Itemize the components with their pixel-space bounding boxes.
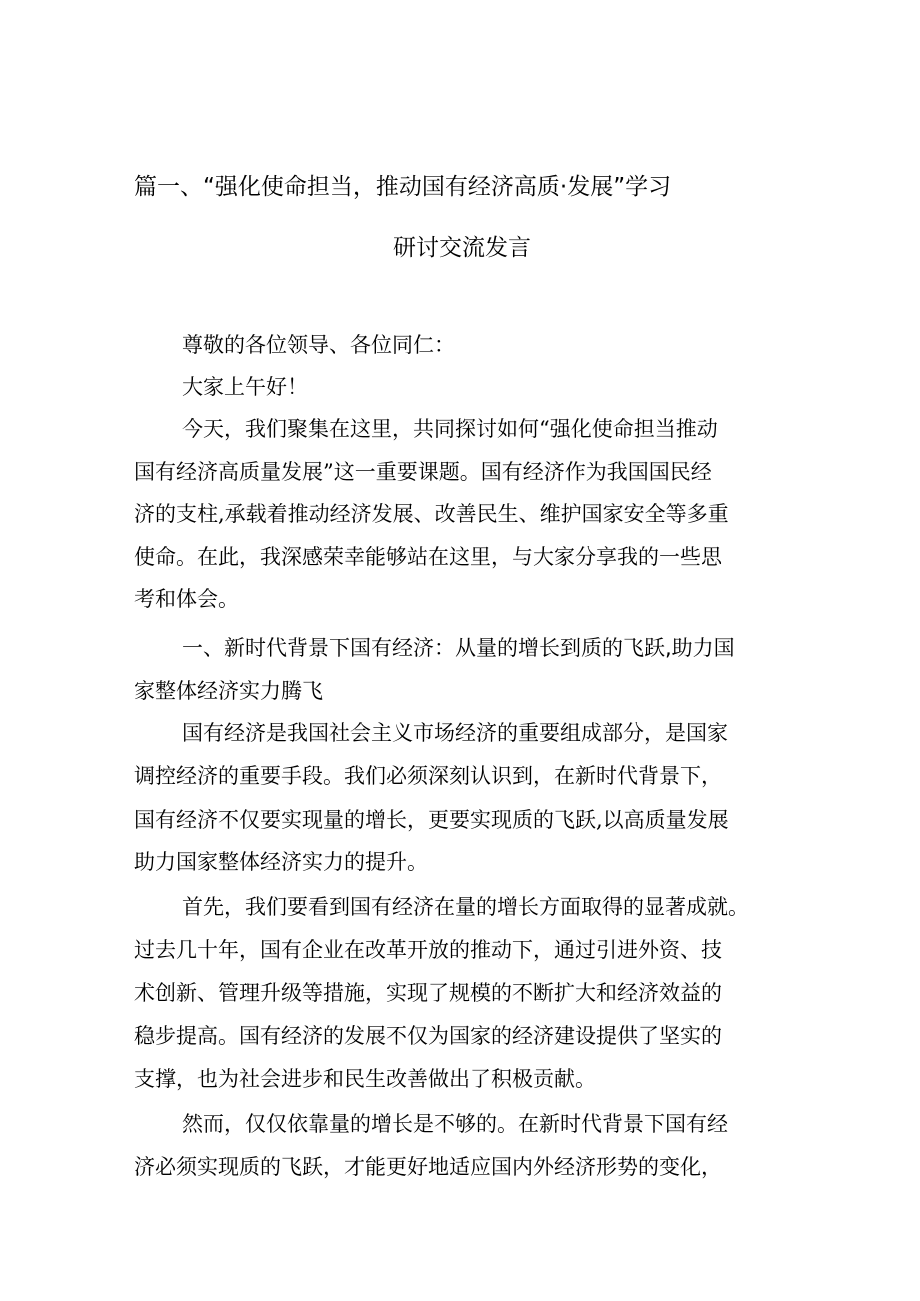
section-1-heading-line: 一、新时代背景下国有经济：从量的增长到质的飞跃,助力国 bbox=[182, 636, 735, 660]
paragraph-3-line: 术创新、管理升级等措施，实现了规模的不断扩大和经济效益的 bbox=[134, 981, 722, 1005]
salutation: 尊敬的各位领导、各位同仁： bbox=[182, 333, 455, 357]
document-title-line-1: 篇一、“强化使命担当，推动国有经济高质·发展”学习 bbox=[134, 174, 672, 200]
paragraph-2-line: 国有经济不仅要实现量的增长，更要实现质的飞跃,以高质量发展 bbox=[134, 808, 729, 832]
paragraph-1-line: 济的支柱,承载着推动经济发展、改善民生、维护国家安全等多重 bbox=[134, 502, 729, 526]
section-1-heading-line: 家整体经济实力腾飞 bbox=[134, 679, 323, 703]
paragraph-3-line: 首先，我们要看到国有经济在量的增长方面取得的显著成就。 bbox=[182, 895, 749, 919]
paragraph-1-line: 使命。在此，我深感荣幸能够站在这里，与大家分享我的一些思 bbox=[134, 545, 722, 569]
paragraph-1-line: 今天，我们聚集在这里，共同探讨如何“强化使命担当推动 bbox=[182, 417, 718, 441]
greeting: 大家上午好！ bbox=[182, 375, 308, 399]
paragraph-4-line: 然而，仅仅依靠量的增长是不够的。在新时代背景下国有经 bbox=[182, 1112, 728, 1136]
paragraph-3-line: 支撑，也为社会进步和民生改善做出了积极贡献。 bbox=[134, 1067, 596, 1091]
paragraph-4-line: 济必须实现质的飞跃，才能更好地适应国内外经济形势的变化， bbox=[134, 1155, 722, 1179]
paragraph-1-line: 考和体会。 bbox=[134, 587, 239, 611]
document-title-line-2: 研讨交流发言 bbox=[393, 235, 531, 261]
paragraph-2-line: 调控经济的重要手段。我们必须深刻认识到，在新时代背景下， bbox=[134, 764, 722, 788]
paragraph-2-line: 国有经济是我国社会主义市场经济的重要组成部分，是国家 bbox=[182, 721, 728, 745]
paragraph-3-line: 稳步提高。国有经济的发展不仅为国家的经济建设提供了坚实的 bbox=[134, 1024, 722, 1048]
paragraph-3-line: 过去几十年，国有企业在改革开放的推动下，通过引进外资、技 bbox=[134, 938, 722, 962]
paragraph-2-line: 助力国家整体经济实力的提升。 bbox=[134, 850, 428, 874]
paragraph-1-line: 国有经济高质量发展”这一重要课题。国有经济作为我国国民经 bbox=[134, 460, 712, 484]
